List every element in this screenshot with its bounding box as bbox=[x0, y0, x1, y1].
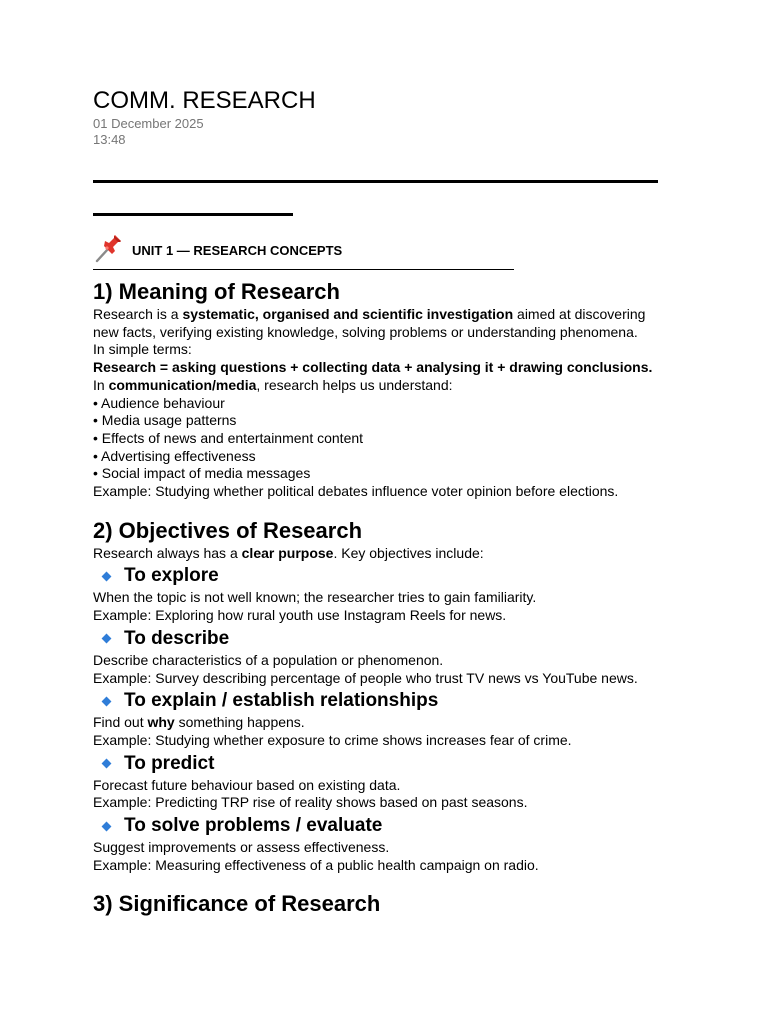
objective-heading bbox=[93, 813, 673, 839]
objective-title: To explain / establish relationships bbox=[124, 690, 439, 712]
text-run: . Key objectives include: bbox=[333, 544, 484, 561]
list-item: • Effects of news and entertainment content bbox=[93, 429, 364, 446]
paragraph: Describe characteristics of a population or phenomenon. bbox=[93, 651, 444, 668]
example-text: Example: Survey describing percentage of people who trust TV news vs YouTube news. bbox=[93, 669, 638, 686]
paragraph bbox=[93, 377, 673, 395]
paragraph: When the topic is not well known; the researcher tries to gain familiarity. bbox=[93, 589, 537, 606]
example-text: Example: Studying whether exposure to crime shows increases fear of crime. bbox=[93, 731, 572, 748]
text-run: In bbox=[93, 376, 109, 393]
unit-heading bbox=[93, 233, 673, 263]
objective-heading bbox=[93, 751, 673, 777]
bold-text: why bbox=[147, 714, 175, 731]
pushpin-icon bbox=[93, 233, 125, 263]
example-text: Example: Measuring effectiveness of a public health campaign on radio. bbox=[93, 856, 539, 873]
example-text: Example: Predicting TRP rise of reality shows based on past seasons. bbox=[93, 794, 528, 811]
paragraph: Forecast future behaviour based on existing data. bbox=[93, 776, 401, 793]
bold-text: systematic, organised and scientific investigation bbox=[182, 306, 514, 322]
document-page bbox=[93, 86, 673, 918]
section-heading-objectives: 2) Objectives of Research bbox=[93, 517, 363, 543]
text-run: , research helps us understand: bbox=[256, 376, 453, 393]
diamond-bullet-icon bbox=[102, 821, 112, 831]
paragraph: Suggest improvements or assess effectiveness. bbox=[93, 839, 390, 856]
diamond-bullet-icon bbox=[102, 759, 112, 769]
bold-text: clear purpose bbox=[241, 544, 334, 561]
text-run: Research always has a bbox=[93, 544, 242, 561]
bold-text: Research = asking questions + collecting data + analysing it + drawing conclusions. bbox=[93, 359, 653, 376]
objective-title: To solve problems / evaluate bbox=[124, 815, 383, 837]
bold-text: communication/media bbox=[108, 376, 257, 393]
paragraph bbox=[93, 545, 673, 563]
text-run: something happens. bbox=[174, 714, 305, 731]
diamond-bullet-icon bbox=[102, 634, 112, 644]
list-item: • Media usage patterns bbox=[93, 412, 237, 429]
objective-heading bbox=[93, 563, 673, 589]
example-text: Example: Studying whether political debates influence voter opinion before elections. bbox=[93, 483, 619, 500]
list-item: • Audience behaviour bbox=[93, 394, 225, 411]
page-time: 13:48 bbox=[93, 132, 126, 147]
list-item: • Social impact of media messages bbox=[93, 465, 311, 482]
page-title: COMM. RESEARCH bbox=[93, 87, 316, 114]
section-heading-meaning: 1) Meaning of Research bbox=[93, 279, 340, 304]
unit-label: UNIT 1 — RESEARCH CONCEPTS bbox=[132, 243, 343, 258]
objective-title: To predict bbox=[124, 752, 215, 774]
text-run: aimed at discovering new facts, verifying existing knowledge, solving problems or understanding phenomena. bbox=[93, 306, 646, 340]
diamond-bullet-icon bbox=[102, 571, 112, 581]
objective-title: To describe bbox=[124, 627, 230, 649]
title-divider bbox=[93, 180, 673, 216]
text-run: Research is a bbox=[93, 306, 183, 322]
text-run: Find out bbox=[93, 714, 148, 731]
objective-title: To explore bbox=[124, 565, 219, 587]
unit-underline bbox=[93, 269, 514, 270]
paragraph bbox=[93, 306, 673, 341]
paragraph: In simple terms: bbox=[93, 341, 192, 358]
divider-line bbox=[93, 213, 293, 216]
objective-heading bbox=[93, 626, 673, 652]
section-heading-significance: 3) Significance of Research bbox=[93, 891, 381, 917]
list-item: • Advertising effectiveness bbox=[93, 447, 256, 464]
page-date: 01 December 2025 bbox=[93, 116, 204, 131]
objective-heading bbox=[93, 688, 673, 714]
example-text: Example: Exploring how rural youth use Instagram Reels for news. bbox=[93, 607, 507, 624]
diamond-bullet-icon bbox=[102, 696, 112, 706]
paragraph bbox=[93, 714, 673, 732]
divider-line bbox=[93, 180, 658, 183]
paragraph bbox=[93, 359, 673, 377]
